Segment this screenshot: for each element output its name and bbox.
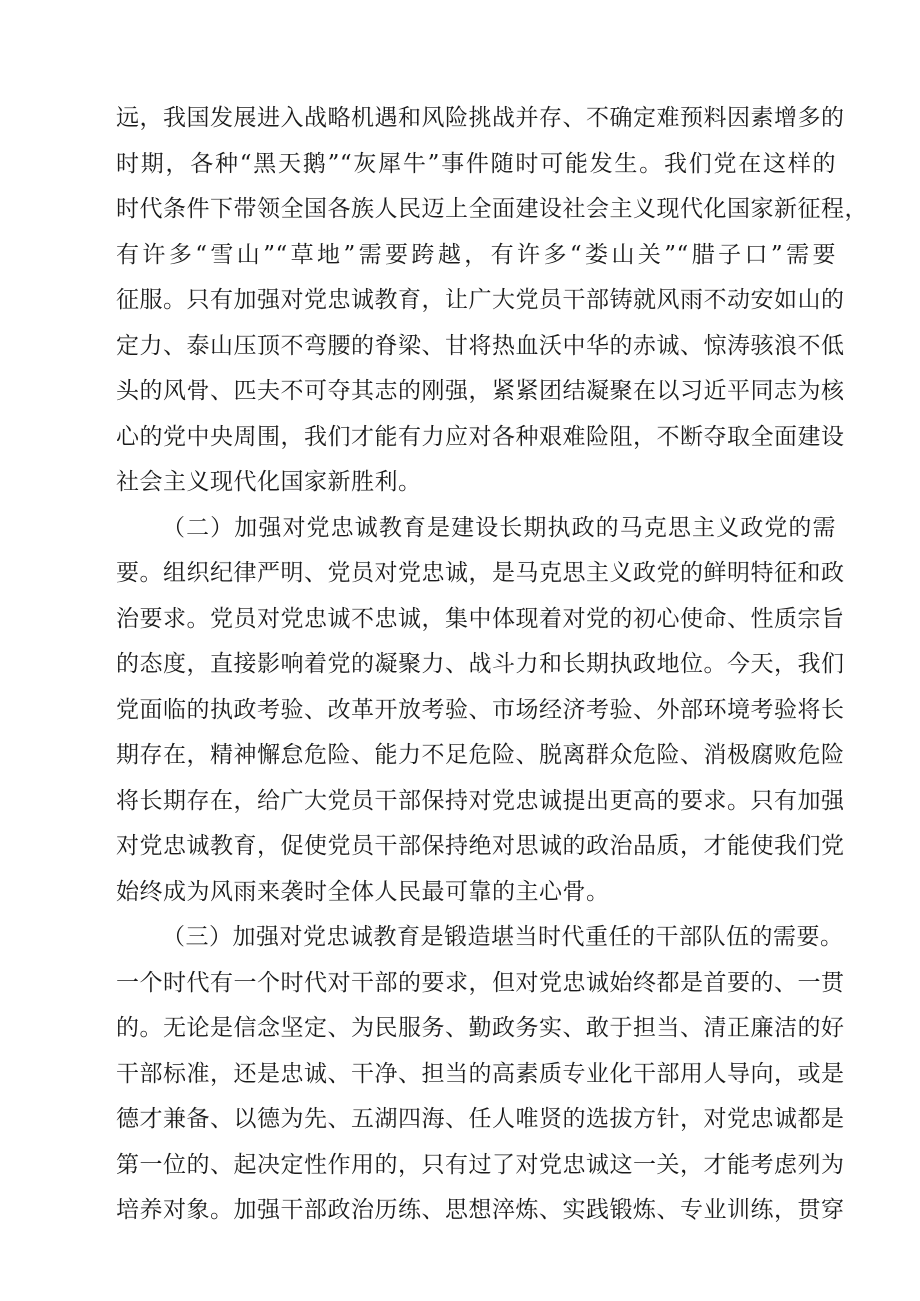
text-line: 的态度，直接影响着党的凝聚力、战斗力和长期执政地位。今天，我们 [116, 651, 845, 677]
text-line: 干部标准，还是忠诚、干净、担当的高素质专业化干部用人导向，或是 [116, 1060, 845, 1087]
text-line: 要。组织纪律严明、党员对党忠诚，是马克思主义政党的鲜明特征和政 [116, 560, 845, 586]
text-line: 定力、泰山压顶不弯腰的脊梁、甘将热血沃中华的赤诚、惊涛骇浪不低 [116, 332, 845, 359]
text-line: 有许多“雪山”“草地”需要跨越，有许多“娄山关”“腊子口”需要 [116, 241, 836, 268]
text-line: 征服。只有加强对党忠诚教育，让广大党员干部铸就风雨不动安如山的 [116, 287, 845, 313]
text-line: 一个时代有一个时代对干部的要求，但对党忠诚始终都是首要的、一贯 [116, 969, 845, 996]
text-line: （二）加强对党忠诚教育是建设长期执政的马克思主义政党的需 [162, 514, 836, 541]
text-line: （三）加强对党忠诚教育是锻造堪当时代重任的干部队伍的需要。 [162, 924, 844, 950]
text-line: 第一位的、起决定性作用的，只有过了对党忠诚这一关，才能考虑列为 [116, 1151, 845, 1178]
text-line: 党面临的执政考验、改革开放考验、市场经济考验、外部环境考验将长 [116, 696, 845, 723]
text-line: 始终成为风雨来袭时全体人民最可靠的主心骨。 [116, 878, 610, 905]
text-line: 时代条件下带领全国各族人民迈上全面建设社会主义现代化国家新征程， [116, 196, 868, 222]
text-line: 心的党中央周围，我们才能有力应对各种艰难险阻，不断夺取全面建设 [116, 423, 845, 450]
text-line: 对党忠诚教育，促使党员干部保持绝对思诚的政治品质，才能使我们党 [116, 833, 845, 859]
text-line: 远，我国发展进入战略机遇和风险挑战并存、不确定难预料因素增多的 [116, 105, 845, 131]
document-body [116, 100, 868, 1238]
text-line: 治要求。党员对党忠诚不忠诚，集中体现着对党的初心使命、性质宗旨 [116, 605, 845, 632]
text-line: 将长期存在，给广大党员干部保持对党忠诚提出更高的要求。只有加强 [116, 787, 845, 814]
text-line: 期存在，精神懈怠危险、能力不足危险、脱离群众危险、消极腐败危险 [116, 742, 845, 768]
text-line: 头的风骨、匹夫不可夺其志的刚强，紧紧团结凝聚在以习近平同志为核 [116, 378, 845, 404]
text-line: 时期，各种“黑天鹅”“灰犀牛”事件随时可能发生。我们党在这样的 [116, 150, 836, 177]
text-line: 的。无论是信念坚定、为民服务、勤政务实、敢于担当、清正廉洁的好 [116, 1015, 845, 1041]
text-line: 培养对象。加强干部政治历练、思想淬炼、实践锻炼、专业训练，贯穿 [116, 1197, 845, 1223]
text-line: 德才兼备、以德为先、五湖四海、任人唯贤的选拔方针，对党忠诚都是 [116, 1106, 845, 1132]
text-line: 社会主义现代化国家新胜利。 [116, 469, 422, 495]
